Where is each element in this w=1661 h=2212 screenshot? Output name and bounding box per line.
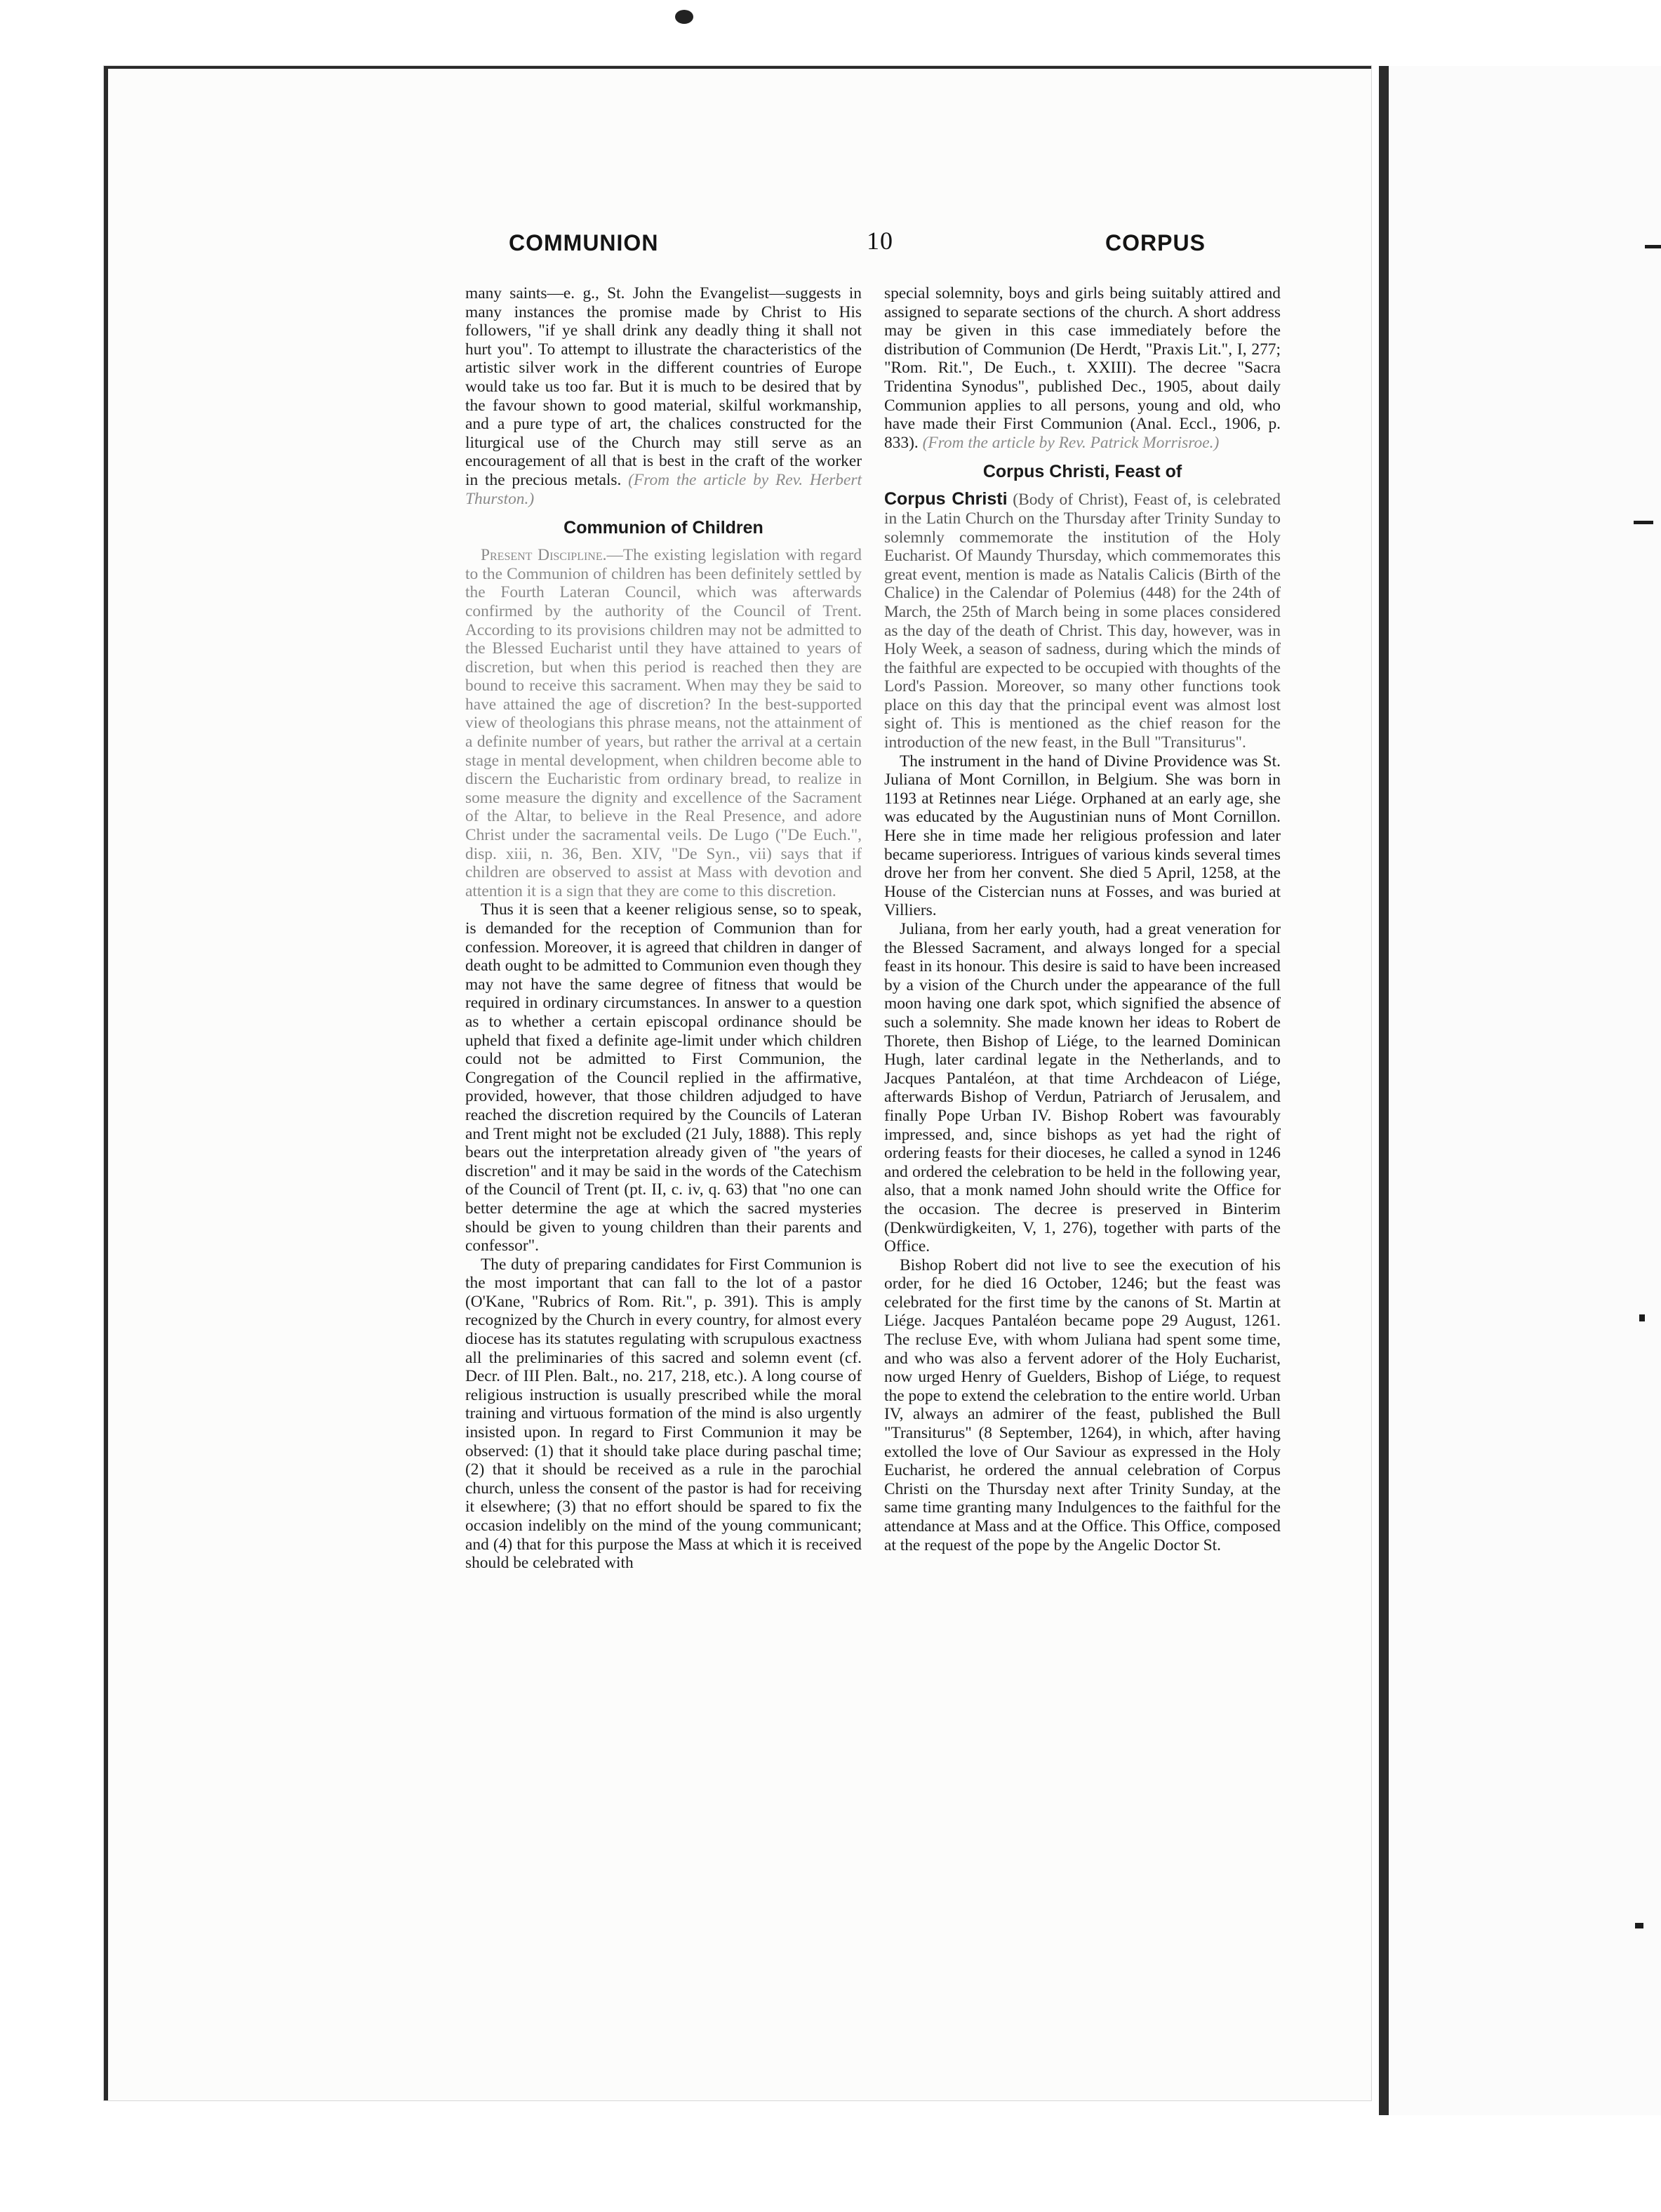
paragraph xyxy=(884,490,1281,752)
next-page xyxy=(1389,66,1661,2115)
section-lead: Present Discipline. xyxy=(481,546,607,565)
margin-tick xyxy=(1645,245,1661,248)
paragraph xyxy=(884,284,1281,452)
paragraph-text: —The existing legislation with regard to the Communion of children has been definitely settled by the Fourth Lateran Council, which was afterwards confirmed by the authority of the Council of Trent. According to its provisions children may not be admitted to the Blessed Eucharist until they have attained to years of discretion, but when this period is reached then they are bound to receive this sacrament. When may they be said to have attained the age of discretion? In the best-supported view of theologians this phrase means, not the attainment of a definite number of years, but rather the arrival at a certain stage in mental development, when children become able to discern the Eucharistic from ordinary bread, to realize in some measure the dignity and excellence of the Sacrament of the Altar, to believe in the Real Presence, and adore Christ under the sacramental veils. De Lugo ("De Euch.", disp. xiii, n. 36, Ben. XIV, "De Syn., vii) says that if children are observed to assist at Mass with devotion and attention it is a sign that they are come to this discretion. xyxy=(465,546,862,900)
running-head-left: COMMUNION xyxy=(509,230,659,255)
paragraph: The instrument in the hand of Divine Providence was St. Juliana of Mont Cornillon, in Belgium. She was born in 1193 at Retinnes near Liége. Orphaned at an early age, she was educated by the Augustinian nuns of Mont Cornillon. Here she in time made her religious profession and later became superioress. Intrigues of various kinds several times drove her from her convent. She died 5 April, 1258, at the House of the Cistercian nuns at Fosses, and was buried at Villiers. xyxy=(884,752,1281,920)
paragraph: Juliana, from her early youth, had a great veneration for the Blessed Sacrament, and always longed for a special feast in its honour. This desire is said to have been increased by a vision of the Church under the appearance of the full moon having one dark spot, which signified the absence of such a solemnity. She made known her ideas to Robert de Thorete, then Bishop of Liége, to the learned Dominican Hugh, later cardinal legate in the Netherlands, and to Jacques Pantaléon, at that time Archdeacon of Liége, afterwards Bishop of Verdun, Patriarch of Jerusalem, and finally Pope Urban IV. Bishop Robert was favourably impressed, and, since bishops as yet had the right of ordering feasts for their dioceses, he called a synod in 1246 and ordered the celebration to be held in the following year, also, that a monk named John should write the Office for the occasion. The decree is preserved in Binterim (Denkwürdigkeiten, V, 1, 276), together with parts of the Office. xyxy=(884,920,1281,1256)
margin-tick xyxy=(1634,521,1653,524)
margin-tick xyxy=(1639,1314,1645,1321)
running-head-right: CORPUS xyxy=(1105,230,1206,255)
paragraph xyxy=(465,546,862,900)
article-credit: (From the article by Rev. Patrick Morrisroe.) xyxy=(922,433,1220,452)
paragraph: The duty of preparing candidates for First Communion is the most important that can fall to the lot of a pastor (O'Kane, "Rubrics of Rom. Rit.", p. 391). This is amply recognized by the Church in every country, for almost every diocese has its statutes regulating with scrupulous exactness all the preliminaries of this sacred and solemn event (cf. Decr. of III Plen. Balt., no. 217, 218, etc.). A long course of religious instruction is usually prescribed while the moral training and virtuous formation of the mind is also urgently insisted upon. In regard to First Communion it may be observed: (1) that it should take place during paschal time; (2) that it should be received as a rule in the parochial church, unless the consent of the pastor is had for receiving it elsewhere; (3) that no effort should be spared to fix the occasion indelibly on the mind of the young communicant; and (4) that for this purpose the Mass at which it is received should be celebrated with xyxy=(465,1255,862,1573)
next-page-edge xyxy=(1379,66,1389,2115)
paragraph-text: many saints—e. g., St. John the Evangelist—suggests in many instances the promise made by Christ to His followers, "if ye shall drink any deadly thing it shall not hurt you". To attempt to illustrate the characteristics of the artistic silver work in the different countries of Europe would take us too far. But it is much to be desired that by the favour shown to good material, skilful workmanship, and a pure type of art, the chalices constructed for the liturgical use of the Church may still serve as an encouragement of all that is best in the craft of the worker in the precious metals. xyxy=(465,284,862,489)
margin-tick xyxy=(1635,1923,1643,1928)
article-heading: Communion of Children xyxy=(563,518,763,538)
text-column-left xyxy=(465,284,862,1573)
paragraph-text: (Body of Christ), Feast of, is celebrated in the Latin Church on the Thursday after Trinity Sunday to solemnly commemorate the institution of the Holy Eucharist. Of Maundy Thursday, which commemorates this great event, mention is made as Natalis Calicis (Birth of the Chalice) in the Calendar of Polemius (448) for the 24th of March, the 25th of March being in some places considered as the day of the death of Christ. This day, however, was in Holy Week, a season of sadness, during which the minds of the faithful are expected to be occupied with thoughts of the Lord's Passion. Moreover, so many other functions took place on this day that the principal event was almost lost sight of. This is mentioned as the chief reason for the introduction of the new feast, in the Bull "Transiturus". xyxy=(884,491,1281,752)
paragraph-text: special solemnity, boys and girls being suitably attired and assigned to separate sections of the church. A short address may be given in this case immediately before the distribution of Communion (De Herdt, "Praxis Lit.", I, 277; "Rom. Rit.", De Euch., t. XXIII). The decree "Sacra Tridentina Synodus", published Dec., 1905, about daily Communion applies to all persons, young and old, who have made their First Communion (Anal. Eccl., 1906, p. 833). xyxy=(884,284,1281,452)
scan-background xyxy=(0,0,1661,67)
text-column-right xyxy=(884,284,1281,1554)
paragraph xyxy=(465,284,862,508)
scan-speck xyxy=(675,10,693,24)
paragraph: Bishop Robert did not live to see the execution of his order, for he died 16 October, 1246; but the feast was celebrated for the first time by the canons of St. Martin at Liége. Jacques Pantaléon became pope 29 August, 1261. The recluse Eve, with whom Juliana had spent some time, and who was also a fervent adorer of the Holy Eucharist, now urged Henry of Guelders, Bishop of Liége, to request the pope to extend the celebration to the entire world. Urban IV, always an admirer of the feast, published the Bull "Transiturus" (8 September, 1264), in which, after having extolled the love of Our Saviour as expressed in the Holy Eucharist, he ordered the annual celebration of Corpus Christi on the Thursday next after Trinity Sunday, at the same time granting many Indulgences to the faithful for the attendance at Mass and at the Office. This Office, composed at the request of the pope by the Angelic Doctor St. xyxy=(884,1255,1281,1554)
page-number: 10 xyxy=(867,227,893,255)
article-heading: Corpus Christi, Feast of xyxy=(982,462,1182,482)
article-lead-term: Corpus Christi xyxy=(884,489,1008,509)
article-credit: (From the article by Rev. Herbert Thurston.) xyxy=(465,470,862,508)
paragraph: Thus it is seen that a keener religious sense, so to speak, is demanded for the reception of Communion than for confession. Moreover, it is agreed that children in danger of death ought to be admitted to Communion even though they may not have the same degree of fitness that would be required in ordinary circumstances. In answer to a question as to whether a certain episcopal ordinance should be upheld that fixed a definite age-limit under which children could not be admitted to First Communion, the Congregation of the Council replied in the affirmative, provided, however, that those children adjudged to have reached the discretion required by the Councils of Lateran and Trent might not be excluded (21 July, 1888). This reply bears out the interpretation already given of "the years of discretion" and it may be said in the words of the Catechism of the Council of Trent (pt. II, c. iv, q. 63) that "no one can better determine the age at which the sacred mysteries should be given to young children than their parents and confessor". xyxy=(465,900,862,1255)
